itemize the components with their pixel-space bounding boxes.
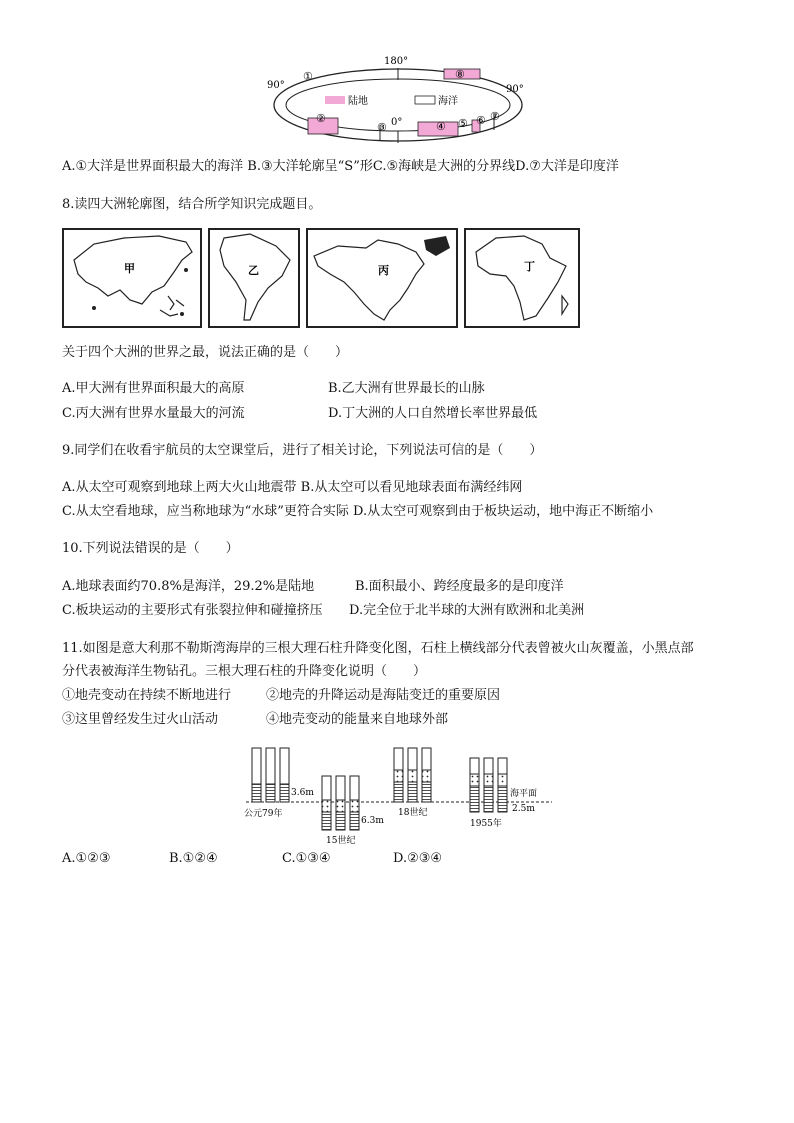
pillars-18c: [394, 748, 431, 802]
asia-outline: [64, 230, 200, 326]
africa-outline: [466, 230, 578, 326]
continent-map-jia: [62, 228, 202, 328]
q11-item-1: ①地壳变动在持续不断地进行: [62, 688, 232, 703]
label-1955: 1955年: [470, 819, 502, 829]
q11-stem-line1: 11.如图是意大利那不勒斯湾海岸的三根大理石柱升降变化图，石柱上横线部分代表曾被火山灰覆盖，小黑点部: [62, 641, 694, 656]
q9-options-line1: A.从太空可观察到地球上两大火山地震带 B.从太空可以看见地球表面布满经纬网: [62, 480, 523, 495]
marble-pillars-figure: [240, 744, 560, 848]
map-label-yi: 乙: [248, 264, 259, 277]
pillars-15c: [322, 776, 359, 830]
label-79ad: 公元79年: [244, 809, 283, 819]
ocean-num-3: ③: [377, 121, 387, 134]
north-america-outline: [308, 230, 456, 326]
ocean-num-4: ④: [436, 120, 446, 133]
q10-stem: 10.下列说法错误的是（ ）: [62, 541, 239, 556]
label-90-left: 90°: [267, 80, 285, 91]
ocean-ring-figure: [250, 52, 540, 152]
continent-map-ding: [464, 228, 580, 328]
label-sea-level: 海平面: [510, 789, 538, 799]
q11-option-c: C.①③④: [282, 851, 331, 866]
legend-land-label: 陆地: [348, 96, 368, 107]
continent-map-yi: [208, 228, 300, 328]
q11-item-2: ②地壳的升降运动是海陆变迁的重要原因: [266, 688, 501, 703]
label-90-right: 90°: [506, 84, 524, 95]
ocean-num-5: ⑤: [458, 117, 468, 130]
pillars-1955: [470, 758, 507, 812]
dim-6-3m: 6.3m: [361, 816, 384, 826]
q8-question: 关于四个大洲的世界之最，说法正确的是（ ）: [62, 345, 349, 360]
label-15c: 15世纪: [326, 836, 356, 846]
legend-ocean-label: 海洋: [438, 96, 458, 107]
legend-ocean-swatch: [415, 96, 435, 104]
q10-option-a: A.地球表面约70.8%是海洋，29.2%是陆地: [62, 579, 315, 594]
map-label-bing: 丙: [378, 264, 389, 277]
pillars-79ad: [252, 748, 289, 802]
q11-stem-line2: 分代表被海洋生物钻孔。三根大理石柱的升降变化说明（ ）: [62, 664, 427, 679]
map-label-jia: 甲: [124, 262, 135, 275]
q8-option-b: B.乙大洲有世界最长的山脉: [328, 381, 485, 396]
ocean-num-7: ⑦: [490, 110, 500, 123]
q10-option-c: C.板块运动的主要形式有张裂拉伸和碰撞挤压: [62, 603, 323, 618]
q8-option-c: C.丙大洲有世界水量最大的河流: [62, 406, 245, 421]
ocean-num-1: ①: [303, 70, 313, 83]
map-label-ding: 丁: [524, 260, 535, 273]
q8-option-d: D.丁大洲的人口自然增长率世界最低: [328, 406, 538, 421]
legend-land-swatch: [325, 96, 345, 104]
dim-3-6m: 3.6m: [291, 788, 314, 798]
label-180: 180°: [384, 56, 409, 67]
q8-option-a: A.甲大洲有世界面积最大的高原: [62, 381, 245, 396]
q9-stem: 9.同学们在收看宇航员的太空课堂后，进行了相关讨论，下列说法可信的是（ ）: [62, 443, 543, 458]
q10-option-b: B.面积最小、跨经度最多的是印度洋: [355, 579, 564, 594]
continent-map-bing: [306, 228, 458, 328]
q8-stem: 8.读四大洲轮廓图，结合所学知识完成题目。: [62, 197, 322, 212]
q10-option-d: D.完全位于北半球的大洲有欧洲和北美洲: [349, 603, 585, 618]
q11-option-a: A.①②③: [62, 851, 111, 866]
dim-2-5m: 2.5m: [512, 804, 535, 814]
ocean-num-8: ⑧: [455, 68, 465, 81]
q11-option-d: D.②③④: [393, 851, 443, 866]
label-18c: 18世纪: [398, 808, 428, 818]
q11-item-3: ③这里曾经发生过火山活动: [62, 712, 219, 727]
q7-options: A.①大洋是世界面积最大的海洋 B.③大洋轮廓呈“S”形C.⑤海峡是大洲的分界线D.⑦大洋是印度洋: [62, 159, 619, 174]
q11-option-b: B.①②④: [169, 851, 218, 866]
ocean-num-2: ②: [316, 112, 326, 125]
south-america-outline: [210, 230, 298, 326]
label-0: 0°: [391, 117, 403, 128]
q11-item-4: ④地壳变动的能量来自地球外部: [266, 712, 449, 727]
q9-options-line2: C.从太空看地球，应当称地球为“水球”更符合实际 D.从太空可观察到由于板块运动，地中海正不断缩小: [62, 504, 654, 519]
ocean-num-6: ⑥: [476, 114, 486, 127]
